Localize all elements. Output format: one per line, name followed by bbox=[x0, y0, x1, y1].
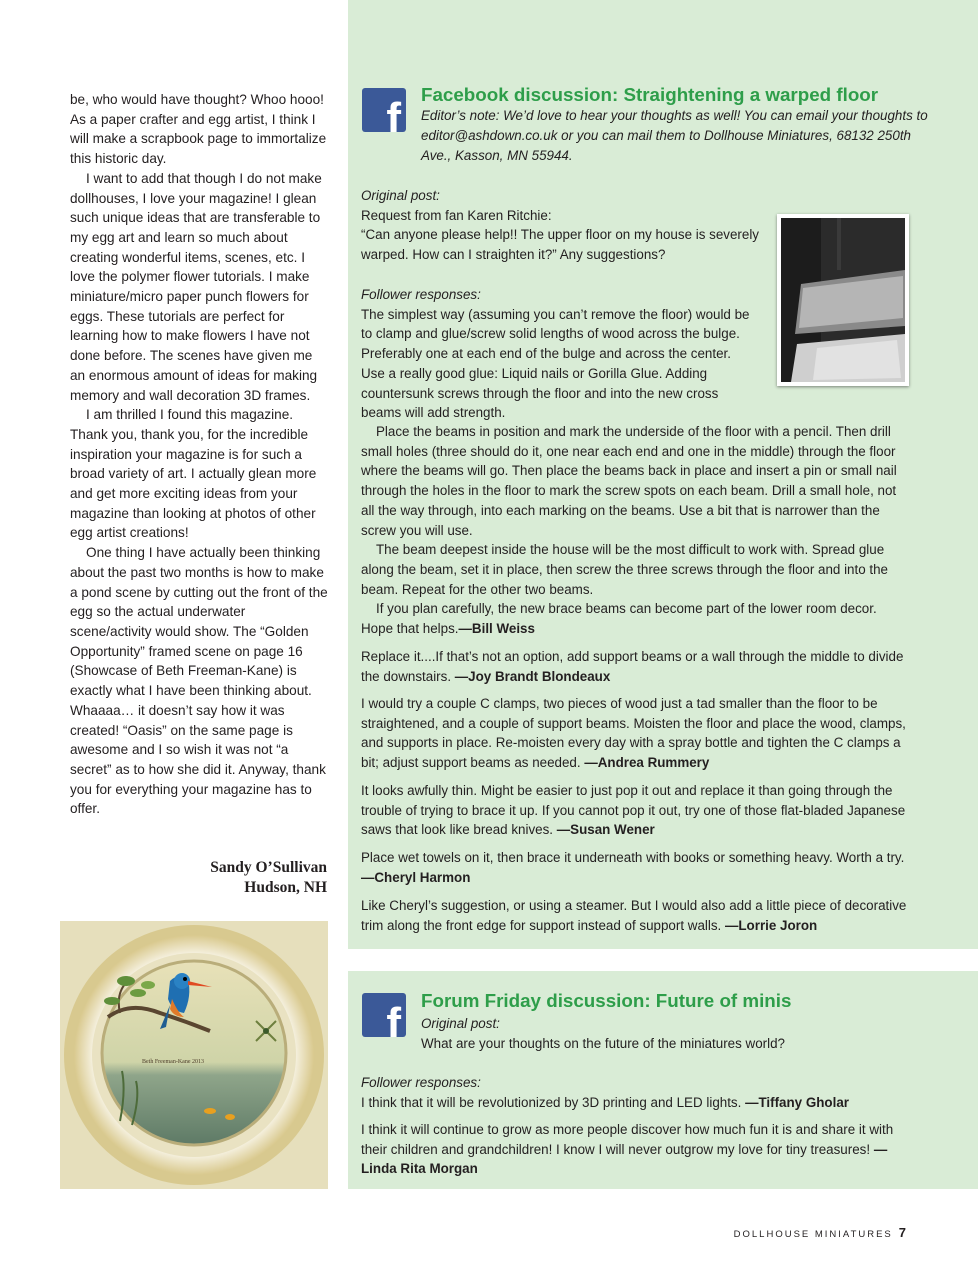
response-text: I would try a couple C clamps, two pieces of wood just a tad smaller than the floor to be straightened, and a couple of support beams. Moisten the floor and place the wood, clamps, and supports in place. Re-moisten every day with a spray bottle and tighten the C clamps a bit; adjust support beams as needed. bbox=[361, 696, 906, 771]
responses-label: Follower responses: bbox=[361, 287, 481, 302]
response-paragraph: If you plan carefully, the new brace beams can become part of the lower room decor. Hope that helps. bbox=[361, 601, 877, 637]
response-text: I think it will continue to grow as more people discover how much fun it is and share it with their children and grandchildren! I know I will never outgrow my love for tiny treasures! bbox=[361, 1122, 894, 1157]
warped-floor-photo bbox=[777, 214, 909, 386]
response-text: Place wet towels on it, then brace it underneath with books or something heavy. Worth a try. bbox=[361, 850, 905, 865]
letter-paragraph: One thing I have actually been thinking about the past two months is how to make a pond scene by cutting out the front of the egg so the actual underwater scene/activity would show. The “Golden Opportunity” framed scene on page 16 (Showcase of Beth Freeman-Kane) is exactly what I have been thinking about. Whaaaa… it doesn’t say how it was created! “Oasis” on the same page is awesome and I so wish it was not “a secret” as to how she did it. Anyway, thank you for everything your magazine has to offer. bbox=[70, 545, 328, 817]
facebook-icon: f bbox=[362, 88, 406, 132]
original-question: What are your thoughts on the future of the miniatures world? bbox=[421, 1035, 785, 1051]
follower-response-bill-part1 bbox=[361, 285, 756, 423]
response-text: Like Cheryl’s suggestion, or using a steamer. But I would also add a little piece of decorative trim along the front edge for support instead of support walls. bbox=[361, 898, 907, 933]
response-paragraph: The simplest way (assuming you can’t remove the floor) would be to clamp and glue/screw solid lengths of wood across the bulge. Preferably one at each end of the bulge and across the center. Use a really good glue: Liquid nails or Gorilla Glue. Adding countersunk screws through the floor and into the new cross beams will add strength. bbox=[361, 306, 750, 421]
kingfisher-painting bbox=[60, 921, 328, 1189]
page-footer bbox=[734, 1225, 906, 1240]
response-author: —Bill Weiss bbox=[458, 621, 535, 637]
signature-place: Hudson, NH bbox=[244, 879, 327, 896]
response-author: —Tiffany Gholar bbox=[745, 1094, 849, 1110]
response-cheryl bbox=[361, 848, 906, 887]
response-text: Replace it....If that’s not an option, add support beams or a wall through the middle to divide the downstairs. bbox=[361, 649, 904, 684]
letter-paragraph: I want to add that though I do not make dollhouses, I love your magazine! I glean such unique ideas that are transferable to my egg art and learn so much about creating wonderful items, scenes, etc. I love the polymer flower tutorials. I make miniature/micro paper punch flowers for eggs. These tutorials are perfect for learning how to make flowers I have not done before. The scenes have given me an enormous amount of ideas for making memory and wall decoration 3D frames. bbox=[70, 170, 322, 403]
response-andrea bbox=[361, 694, 906, 773]
letter-paragraph: I am thrilled I found this magazine. Thank you, thank you, for the incredible inspiration your magazine is for such a broad variety of art. I actually glean more and get more exciting ideas from your magazine than looking at photos of other egg artist creations! bbox=[70, 407, 317, 541]
response-lorrie bbox=[361, 896, 911, 935]
response-text: I think that it will be revolutionized by 3D printing and LED lights. bbox=[361, 1094, 746, 1110]
facebook-icon: f bbox=[362, 993, 406, 1037]
response-author: —Linda Rita Morgan bbox=[361, 1141, 888, 1177]
letter-signature bbox=[210, 858, 327, 898]
response-paragraph: The beam deepest inside the house will be the most difficult to work with. Spread glue along the beam, set it in place, then screw the three screws through the floor and into the beam. Repeat for the other two beams. bbox=[361, 542, 889, 597]
artist-signature: Beth Freeman-Kane 2013 bbox=[142, 1059, 204, 1065]
page-number: 7 bbox=[898, 1225, 906, 1240]
follower-response-bill-part2 bbox=[361, 422, 906, 639]
section-title: Forum Friday discussion: Future of minis bbox=[421, 990, 792, 1011]
response-susan bbox=[361, 781, 906, 840]
egg-art-photo bbox=[60, 921, 328, 1189]
response-paragraph: Place the beams in position and mark the underside of the floor with a pencil. Then drill small holes (three should do it, one near each end and one in the middle) through the floor where the beams will go. Then place the beams back in place and insert a pin or small nail through the holes in the floor to mark the screw spots on each beam. Drill a small hole, not all the way through, into each marking on the beams. Use a bit that is narrower than the screw you will use. bbox=[361, 424, 897, 538]
response-author: —Joy Brandt Blondeaux bbox=[454, 668, 611, 684]
request-line: Request from fan Karen Ritchie: bbox=[361, 207, 552, 223]
dollhouse-floor-image bbox=[777, 214, 909, 386]
editor-note: Editor’s note: We’d love to hear your thoughts as well! You can email your thoughts to editor@ashdown.co.uk or you can mail them to Dollhouse Miniatures, 68132 250th Ave., Kasson, MN 55944. bbox=[421, 108, 928, 163]
response-author: —Andrea Rummery bbox=[584, 755, 710, 771]
reader-letter bbox=[70, 90, 328, 819]
response-author: —Susan Wener bbox=[556, 822, 655, 838]
magazine-name: DOLLHOUSE MINIATURES bbox=[733, 1229, 893, 1240]
responses-label: Follower responses: bbox=[361, 1075, 481, 1090]
original-post bbox=[361, 186, 761, 265]
response-author: —Lorrie Joron bbox=[724, 917, 818, 933]
response-text: It looks awfully thin. Might be easier to just pop it out and replace it than going through the trouble of trying to brace it up. If you cannot pop it out, try one of those flat-bladed Japanese saws that look like bread knives. bbox=[361, 783, 906, 838]
request-text: “Can anyone please help!! The upper floor on my house is severely warped. How can I straighten it?” Any suggestions? bbox=[361, 227, 759, 263]
response-joy bbox=[361, 647, 906, 686]
response-author: —Cheryl Harmon bbox=[361, 869, 471, 885]
letter-paragraph: be, who would have thought? Whoo hooo! As a paper crafter and egg artist, I think I will make a scrapbook page to immortalize this historic day. bbox=[70, 92, 327, 167]
response-linda bbox=[361, 1120, 906, 1179]
original-post-label: Original post: bbox=[421, 1016, 500, 1031]
signature-name: Sandy O’Sullivan bbox=[210, 859, 327, 876]
original-post bbox=[421, 1014, 941, 1053]
section-title: Facebook discussion: Straightening a warped floor bbox=[421, 84, 879, 105]
original-post-label: Original post: bbox=[361, 188, 440, 203]
forum-responses bbox=[361, 1073, 906, 1112]
